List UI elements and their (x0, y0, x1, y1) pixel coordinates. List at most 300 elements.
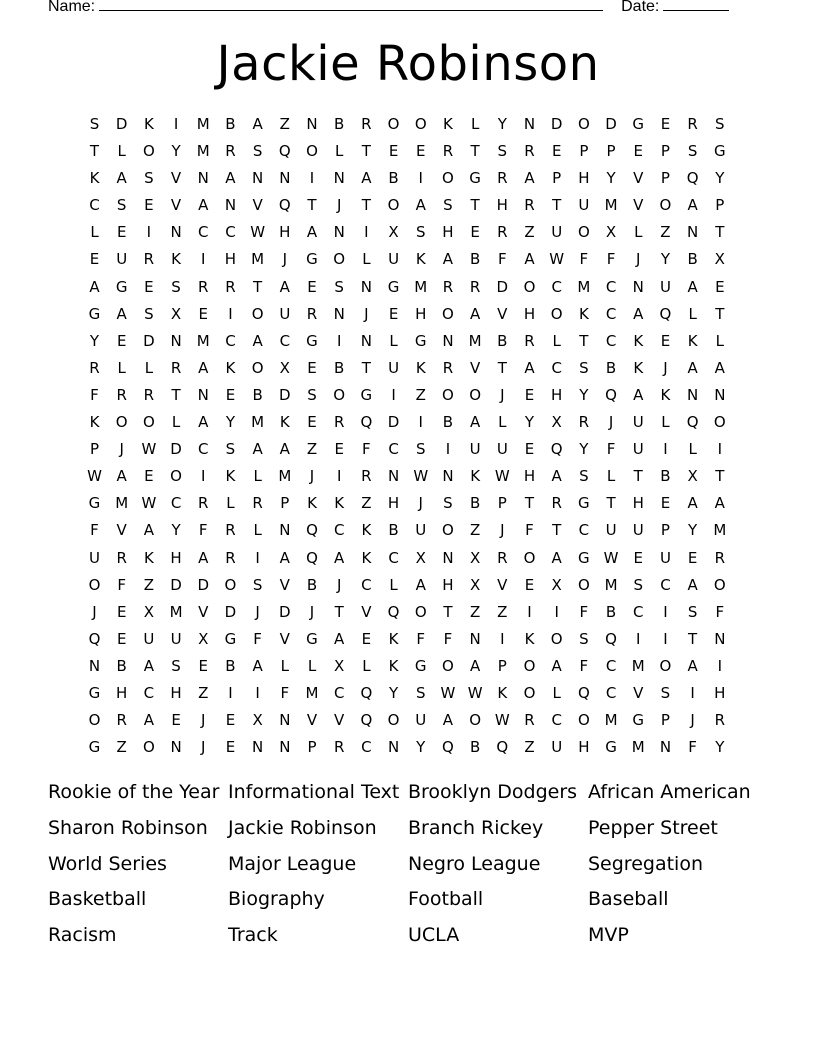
grid-letter[interactable]: C (388, 548, 399, 567)
grid-letter[interactable]: Q (306, 548, 319, 567)
grid-letter[interactable]: N (333, 223, 345, 242)
grid-letter[interactable]: S (252, 575, 263, 594)
grid-letter[interactable]: S (687, 142, 698, 161)
grid-letter[interactable]: N (387, 467, 400, 486)
grid-letter[interactable]: E (416, 142, 426, 161)
grid-letter[interactable]: T (497, 358, 508, 377)
grid-letter[interactable]: O (387, 711, 400, 730)
grid-letter[interactable]: E (715, 277, 725, 296)
grid-letter[interactable]: Y (388, 683, 399, 702)
grid-letter[interactable]: G (713, 142, 726, 161)
grid-letter[interactable]: H (442, 575, 454, 594)
grid-letter[interactable]: G (88, 304, 101, 323)
grid-letter[interactable]: A (89, 277, 100, 296)
grid-letter[interactable]: Z (116, 738, 128, 757)
grid-letter[interactable]: A (116, 169, 128, 188)
grid-letter[interactable]: N (224, 196, 237, 215)
grid-letter[interactable]: I (717, 656, 723, 675)
grid-letter[interactable]: P (497, 494, 508, 513)
grid-letter[interactable]: A (687, 196, 698, 215)
grid-letter[interactable]: T (524, 494, 535, 513)
grid-letter[interactable]: A (252, 331, 263, 350)
grid-letter[interactable]: T (470, 196, 480, 215)
grid-letter[interactable]: O (251, 358, 264, 377)
grid-letter[interactable]: B (605, 358, 617, 377)
grid-letter[interactable]: C (89, 196, 100, 215)
grid-letter[interactable]: F (497, 250, 507, 269)
grid-letter[interactable]: Q (278, 196, 291, 215)
grid-letter[interactable]: O (442, 169, 455, 188)
grid-letter[interactable]: A (469, 304, 481, 323)
grid-letter[interactable]: S (579, 629, 589, 648)
grid-letter[interactable]: Y (579, 440, 589, 459)
grid-letter[interactable]: H (170, 683, 182, 702)
grid-letter[interactable]: K (497, 683, 508, 702)
grid-letter[interactable]: V (633, 169, 644, 188)
grid-letter[interactable]: T (688, 629, 698, 648)
grid-letter[interactable]: G (88, 738, 101, 757)
grid-letter[interactable]: B (306, 575, 318, 594)
grid-letter[interactable]: M (414, 277, 428, 296)
grid-letter[interactable]: A (687, 277, 698, 296)
grid-letter[interactable]: R (714, 548, 726, 567)
grid-letter[interactable]: L (389, 575, 398, 594)
grid-letter[interactable]: E (116, 223, 127, 242)
grid-letter[interactable]: K (307, 494, 318, 513)
grid-letter[interactable]: C (170, 494, 182, 513)
grid-letter[interactable]: O (387, 115, 400, 133)
grid-letter[interactable]: O (442, 521, 455, 540)
grid-letter[interactable]: Z (660, 223, 671, 242)
grid-letter[interactable]: K (334, 494, 345, 513)
date-field-line[interactable] (663, 0, 729, 11)
grid-letter[interactable]: G (306, 250, 318, 269)
grid-letter[interactable]: I (554, 602, 560, 621)
grid-letter[interactable]: R (442, 142, 454, 161)
grid-letter[interactable]: Q (387, 602, 400, 621)
grid-letter[interactable]: M (196, 142, 210, 161)
grid-letter[interactable]: A (334, 548, 345, 567)
grid-letter[interactable]: C (333, 683, 345, 702)
grid-letter[interactable]: A (143, 656, 155, 675)
grid-letter[interactable]: Y (715, 738, 725, 757)
grid-letter[interactable]: W (250, 223, 266, 242)
grid-letter[interactable]: D (550, 115, 563, 133)
grid-letter[interactable]: C (388, 440, 399, 459)
grid-letter[interactable]: A (714, 358, 726, 377)
grid-letter[interactable]: I (418, 169, 424, 188)
name-field-line[interactable] (99, 0, 603, 11)
grid-letter[interactable]: G (632, 115, 645, 133)
grid-letter[interactable]: I (391, 385, 396, 404)
grid-letter[interactable]: B (252, 385, 263, 404)
grid-letter[interactable]: A (225, 169, 236, 188)
grid-letter[interactable]: C (198, 223, 209, 242)
grid-letter[interactable]: R (497, 548, 508, 567)
grid-letter[interactable]: C (361, 575, 372, 594)
grid-letter[interactable]: U (659, 548, 672, 567)
grid-letter[interactable]: A (551, 548, 563, 567)
grid-letter[interactable]: Q (496, 738, 509, 757)
grid-letter[interactable]: N (197, 169, 210, 188)
grid-letter[interactable]: A (551, 467, 563, 486)
grid-letter[interactable]: A (415, 575, 427, 594)
grid-letter[interactable]: E (144, 467, 154, 486)
grid-letter[interactable]: F (443, 629, 453, 648)
grid-letter[interactable]: M (115, 494, 129, 513)
grid-letter[interactable]: C (225, 223, 236, 242)
grid-letter[interactable]: E (89, 250, 100, 269)
grid-letter[interactable]: W (141, 440, 157, 459)
grid-letter[interactable]: Q (605, 385, 618, 404)
grid-letter[interactable]: P (715, 196, 725, 215)
grid-letter[interactable]: L (362, 656, 371, 675)
grid-letter[interactable]: G (88, 494, 101, 513)
grid-letter[interactable]: A (714, 494, 726, 513)
grid-letter[interactable]: U (170, 629, 182, 648)
grid-letter[interactable]: P (660, 521, 671, 540)
grid-letter[interactable]: I (445, 440, 451, 459)
grid-letter[interactable]: L (90, 223, 99, 242)
grid-letter[interactable]: O (306, 142, 319, 161)
grid-letter[interactable]: V (306, 711, 318, 730)
grid-letter[interactable]: K (89, 413, 100, 432)
grid-letter[interactable]: C (143, 683, 155, 702)
grid-letter[interactable]: F (688, 738, 698, 757)
grid-letter[interactable]: F (715, 602, 725, 621)
grid-letter[interactable]: K (470, 467, 481, 486)
grid-letter[interactable]: C (605, 683, 617, 702)
grid-letter[interactable]: S (715, 115, 725, 133)
grid-letter[interactable]: E (633, 548, 644, 567)
grid-letter[interactable]: U (659, 277, 672, 296)
grid-letter[interactable]: O (414, 115, 427, 133)
grid-letter[interactable]: N (714, 385, 726, 404)
grid-letter[interactable]: R (333, 738, 345, 757)
grid-letter[interactable]: A (143, 711, 155, 730)
grid-letter[interactable]: D (115, 115, 128, 133)
grid-letter[interactable]: I (500, 629, 505, 648)
grid-letter[interactable]: W (87, 467, 103, 486)
grid-letter[interactable]: G (224, 629, 237, 648)
grid-letter[interactable]: R (198, 494, 209, 513)
grid-letter[interactable]: B (388, 169, 399, 188)
grid-letter[interactable]: V (170, 169, 182, 188)
grid-letter[interactable]: K (660, 385, 671, 404)
grid-letter[interactable]: E (116, 629, 127, 648)
grid-letter[interactable]: G (360, 385, 373, 404)
grid-letter[interactable]: V (198, 602, 209, 621)
grid-letter[interactable]: B (225, 656, 236, 675)
grid-letter[interactable]: H (632, 494, 645, 513)
grid-letter[interactable]: T (579, 331, 589, 350)
grid-letter[interactable]: A (143, 521, 155, 540)
grid-letter[interactable]: O (414, 602, 427, 621)
grid-letter[interactable]: S (687, 602, 698, 621)
grid-letter[interactable]: O (469, 711, 482, 730)
grid-letter[interactable]: L (688, 304, 697, 323)
grid-letter[interactable]: Z (143, 575, 155, 594)
grid-letter[interactable]: A (361, 169, 372, 188)
grid-letter[interactable]: Q (659, 304, 672, 323)
grid-letter[interactable]: P (660, 142, 671, 161)
grid-letter[interactable]: Z (361, 494, 372, 513)
grid-letter[interactable]: T (334, 602, 344, 621)
grid-letter[interactable]: S (116, 196, 127, 215)
grid-letter[interactable]: Z (279, 115, 291, 133)
grid-letter[interactable]: O (469, 385, 482, 404)
grid-letter[interactable]: A (279, 548, 291, 567)
grid-letter[interactable]: M (604, 575, 618, 594)
grid-letter[interactable]: A (415, 196, 427, 215)
grid-letter[interactable]: C (551, 711, 563, 730)
grid-letter[interactable]: S (497, 142, 508, 161)
grid-letter[interactable]: R (524, 711, 535, 730)
grid-letter[interactable]: X (198, 629, 209, 648)
grid-letter[interactable]: T (171, 385, 181, 404)
grid-letter[interactable]: B (469, 494, 481, 513)
grid-letter[interactable]: K (415, 250, 426, 269)
grid-letter[interactable]: C (605, 656, 617, 675)
grid-letter[interactable]: X (279, 358, 291, 377)
grid-letter[interactable]: E (687, 548, 698, 567)
grid-letter[interactable]: H (170, 548, 182, 567)
grid-letter[interactable]: D (496, 277, 509, 296)
grid-letter[interactable]: V (633, 683, 644, 702)
grid-letter[interactable]: I (173, 115, 179, 133)
grid-letter[interactable]: L (253, 467, 262, 486)
grid-letter[interactable]: H (523, 304, 536, 323)
grid-letter[interactable]: F (280, 683, 290, 702)
grid-letter[interactable]: I (717, 440, 723, 459)
grid-letter[interactable]: Y (89, 331, 100, 350)
grid-letter[interactable]: I (201, 467, 206, 486)
grid-letter[interactable]: I (418, 413, 424, 432)
grid-letter[interactable]: R (551, 494, 563, 513)
grid-letter[interactable]: B (442, 413, 454, 432)
grid-letter[interactable]: O (442, 304, 455, 323)
grid-letter[interactable]: C (551, 277, 563, 296)
grid-letter[interactable]: A (198, 196, 209, 215)
grid-letter[interactable]: C (198, 440, 209, 459)
grid-letter[interactable]: A (279, 277, 291, 296)
grid-letter[interactable]: I (336, 467, 342, 486)
grid-letter[interactable]: K (171, 250, 182, 269)
grid-letter[interactable]: G (306, 331, 318, 350)
grid-letter[interactable]: Y (688, 521, 698, 540)
grid-letter[interactable]: M (169, 602, 183, 621)
grid-letter[interactable]: M (196, 331, 210, 350)
grid-letter[interactable]: I (663, 440, 668, 459)
grid-letter[interactable]: X (252, 711, 263, 730)
grid-letter[interactable]: C (605, 304, 617, 323)
grid-letter[interactable]: S (633, 575, 644, 594)
grid-letter[interactable]: N (170, 223, 182, 242)
grid-letter[interactable]: N (306, 115, 318, 133)
grid-letter[interactable]: F (525, 521, 534, 540)
grid-letter[interactable]: Y (660, 250, 671, 269)
grid-letter[interactable]: Z (497, 602, 508, 621)
grid-letter[interactable]: H (714, 683, 726, 702)
grid-letter[interactable]: R (361, 467, 372, 486)
grid-letter[interactable]: I (527, 602, 532, 621)
grid-letter[interactable]: A (116, 304, 128, 323)
grid-letter[interactable]: X (388, 223, 399, 242)
grid-letter[interactable]: Q (577, 683, 590, 702)
grid-letter[interactable]: U (578, 196, 590, 215)
grid-letter[interactable]: H (578, 169, 590, 188)
grid-letter[interactable]: R (497, 223, 508, 242)
grid-letter[interactable]: N (469, 629, 481, 648)
grid-letter[interactable]: I (364, 223, 369, 242)
grid-letter[interactable]: K (89, 169, 100, 188)
grid-letter[interactable]: H (496, 196, 509, 215)
grid-letter[interactable]: I (663, 602, 668, 621)
grid-letter[interactable]: J (336, 575, 342, 594)
grid-letter[interactable]: J (500, 521, 505, 540)
grid-letter[interactable]: A (524, 169, 535, 188)
grid-letter[interactable]: F (117, 575, 127, 594)
grid-letter[interactable]: K (415, 358, 426, 377)
grid-letter[interactable]: S (443, 494, 453, 513)
grid-letter[interactable]: P (552, 169, 562, 188)
grid-letter[interactable]: X (687, 467, 698, 486)
grid-letter[interactable]: D (387, 413, 400, 432)
grid-letter[interactable]: H (415, 304, 427, 323)
grid-letter[interactable]: O (142, 413, 155, 432)
grid-letter[interactable]: F (253, 629, 263, 648)
grid-letter[interactable]: Q (88, 629, 101, 648)
grid-letter[interactable]: O (251, 304, 264, 323)
grid-letter[interactable]: N (170, 738, 182, 757)
grid-letter[interactable]: D (279, 602, 291, 621)
grid-letter[interactable]: K (633, 331, 644, 350)
grid-letter[interactable]: Y (225, 413, 236, 432)
grid-letter[interactable]: A (442, 250, 454, 269)
grid-letter[interactable]: W (467, 683, 483, 702)
grid-letter[interactable]: R (524, 196, 535, 215)
grid-letter[interactable]: A (551, 656, 563, 675)
grid-letter[interactable]: O (550, 304, 563, 323)
grid-letter[interactable]: U (551, 738, 563, 757)
grid-letter[interactable]: Z (524, 223, 535, 242)
grid-letter[interactable]: C (633, 602, 644, 621)
grid-letter[interactable]: R (225, 521, 236, 540)
grid-letter[interactable]: M (196, 115, 210, 133)
grid-letter[interactable]: V (170, 196, 182, 215)
grid-letter[interactable]: E (116, 602, 127, 621)
grid-letter[interactable]: A (687, 358, 698, 377)
grid-letter[interactable]: T (715, 304, 725, 323)
grid-letter[interactable]: O (333, 250, 346, 269)
grid-letter[interactable]: N (442, 467, 454, 486)
grid-letter[interactable]: C (578, 521, 590, 540)
grid-letter[interactable]: J (690, 711, 696, 730)
grid-letter[interactable]: V (361, 602, 372, 621)
grid-letter[interactable]: A (198, 548, 209, 567)
grid-letter[interactable]: Z (469, 602, 481, 621)
grid-letter[interactable]: A (279, 440, 291, 459)
grid-letter[interactable]: O (170, 467, 183, 486)
grid-letter[interactable]: E (225, 711, 236, 730)
grid-letter[interactable]: F (579, 656, 589, 675)
grid-letter[interactable]: I (228, 304, 233, 323)
grid-letter[interactable]: M (468, 331, 482, 350)
grid-letter[interactable]: T (715, 223, 725, 242)
grid-letter[interactable]: C (605, 331, 617, 350)
grid-letter[interactable]: S (89, 115, 100, 133)
grid-letter[interactable]: Y (715, 169, 725, 188)
grid-letter[interactable]: Y (524, 413, 535, 432)
grid-letter[interactable]: C (361, 738, 372, 757)
grid-letter[interactable]: C (333, 521, 345, 540)
grid-letter[interactable]: M (251, 413, 265, 432)
grid-letter[interactable]: M (713, 521, 727, 540)
grid-letter[interactable]: N (632, 277, 645, 296)
grid-letter[interactable]: R (116, 548, 128, 567)
grid-letter[interactable]: A (524, 358, 535, 377)
grid-letter[interactable]: G (605, 738, 618, 757)
grid-letter[interactable]: M (251, 250, 265, 269)
grid-letter[interactable]: A (442, 711, 454, 730)
grid-letter[interactable]: G (578, 548, 590, 567)
grid-letter[interactable]: U (605, 521, 617, 540)
grid-letter[interactable]: K (143, 115, 154, 133)
grid-letter[interactable]: J (255, 602, 261, 621)
grid-letter[interactable]: S (415, 223, 426, 242)
grid-letter[interactable]: K (687, 331, 698, 350)
grid-letter[interactable]: D (279, 385, 291, 404)
grid-letter[interactable]: V (497, 304, 508, 323)
grid-letter[interactable]: H (387, 494, 400, 513)
grid-letter[interactable]: B (469, 738, 481, 757)
grid-letter[interactable]: G (632, 711, 645, 730)
grid-letter[interactable]: A (306, 223, 318, 242)
grid-letter[interactable]: X (415, 548, 427, 567)
grid-letter[interactable]: R (524, 142, 535, 161)
grid-letter[interactable]: M (577, 277, 591, 296)
grid-letter[interactable]: N (387, 738, 400, 757)
grid-letter[interactable]: O (387, 196, 400, 215)
grid-letter[interactable]: N (279, 738, 291, 757)
grid-letter[interactable]: B (225, 115, 236, 133)
grid-letter[interactable]: P (280, 494, 290, 513)
grid-letter[interactable]: L (280, 656, 290, 675)
grid-letter[interactable]: D (170, 440, 183, 459)
grid-letter[interactable]: B (388, 521, 399, 540)
grid-letter[interactable]: L (552, 683, 562, 702)
grid-letter[interactable]: N (659, 738, 672, 757)
grid-letter[interactable]: C (225, 331, 236, 350)
grid-letter[interactable]: O (442, 656, 455, 675)
grid-letter[interactable]: L (661, 413, 670, 432)
grid-letter[interactable]: O (713, 575, 726, 594)
grid-letter[interactable]: M (278, 467, 292, 486)
grid-letter[interactable]: U (632, 521, 644, 540)
grid-letter[interactable]: N (88, 656, 101, 675)
grid-letter[interactable]: L (171, 413, 181, 432)
grid-letter[interactable]: S (443, 196, 453, 215)
grid-letter[interactable]: E (361, 629, 372, 648)
grid-letter[interactable]: A (469, 413, 481, 432)
grid-letter[interactable]: R (306, 304, 318, 323)
grid-letter[interactable]: Z (415, 385, 427, 404)
grid-letter[interactable]: E (171, 711, 181, 730)
grid-letter[interactable]: A (198, 413, 209, 432)
grid-letter[interactable]: S (334, 277, 345, 296)
grid-letter[interactable]: S (415, 440, 426, 459)
grid-letter[interactable]: N (442, 548, 454, 567)
